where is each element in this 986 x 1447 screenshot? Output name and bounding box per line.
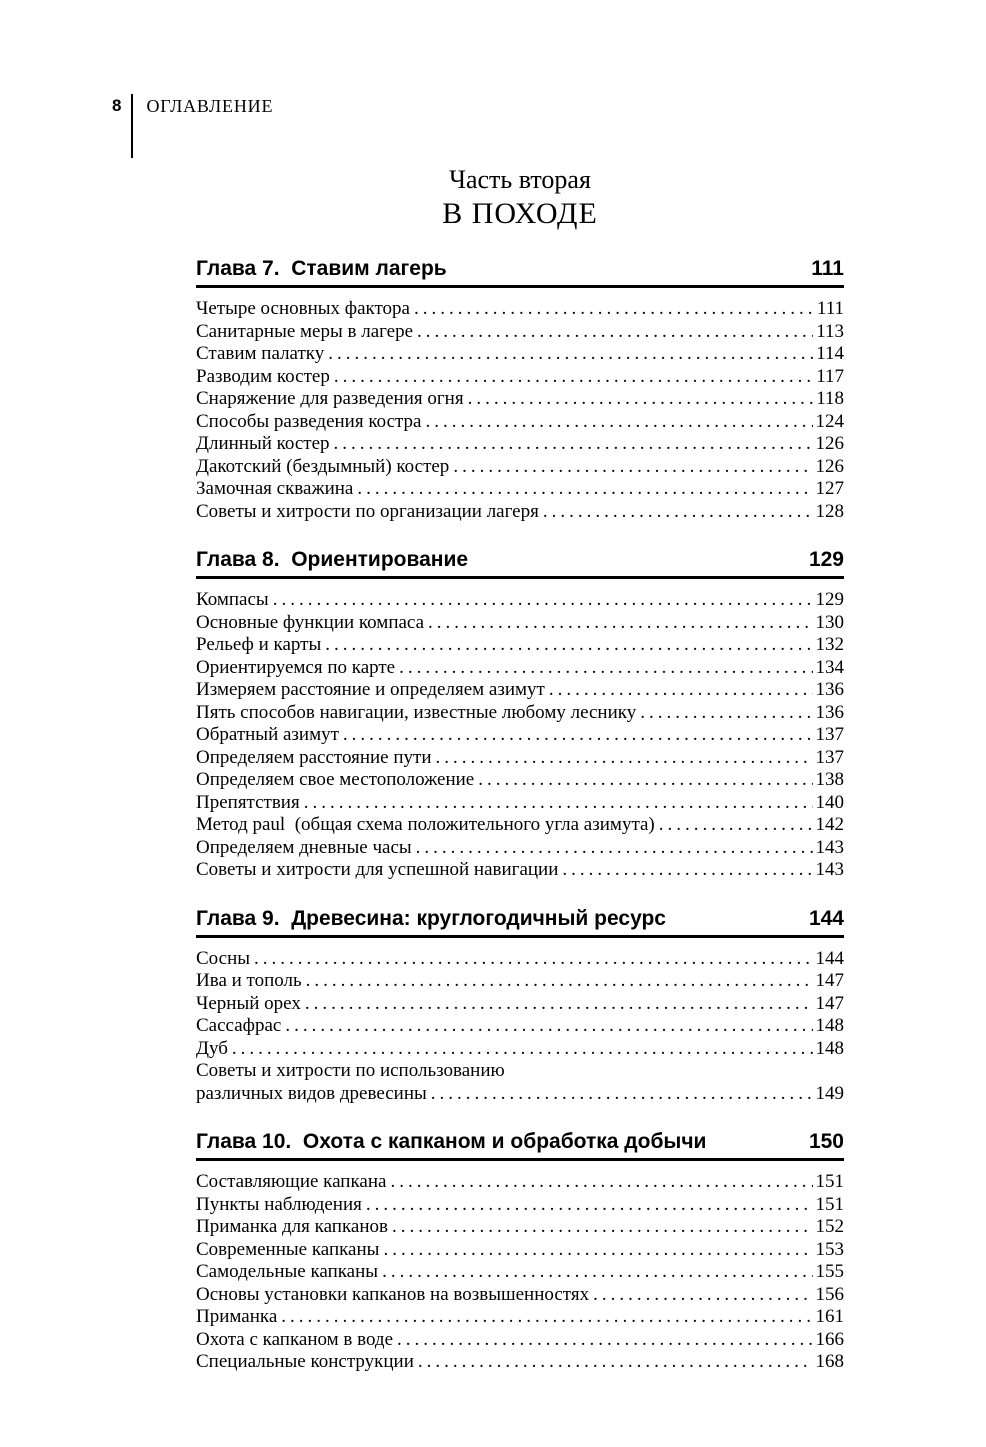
toc-entry [196,948,844,971]
toc-entry-page: 137 [815,724,844,745]
chapter-title: Глава 10. Охота с капканом и обработка добычи [196,1130,707,1153]
toc-entry-title: Дакотский (бездымный) костер [196,455,450,477]
toc-entry-page: 142 [815,814,844,835]
chapter-page: 111 [811,257,844,280]
toc-entry-page: 138 [815,769,844,790]
dot-leader [273,589,813,612]
toc-entry-title: Советы и хитрости для успешной навигации [196,859,559,880]
toc-entry-title: Санитарные меры в лагере [196,320,414,342]
dot-leader [453,456,812,479]
dot-leader [304,792,813,815]
toc-entry-page: 155 [815,1261,844,1282]
toc-entry-title: Приманка для капканов [196,1216,388,1237]
dot-leader [357,478,812,501]
dot-leader [390,1171,812,1194]
toc-entry [196,724,844,747]
toc-entry-title: Определяем свое местоположение [196,769,475,790]
dot-leader [397,1329,812,1352]
toc-entry [196,589,844,612]
toc-entry-page: 168 [815,1351,844,1372]
toc-entry [196,1261,844,1284]
dot-leader [254,948,812,971]
toc-entry-page: 136 [815,679,844,700]
toc-entry-page: 140 [815,791,844,813]
toc-entry-title: Измеряем расстояние и определяем азимут [196,679,545,700]
dot-leader [382,1261,812,1284]
toc-entry [196,1284,844,1307]
toc-entry-title: Специальные конструкции [196,1351,414,1372]
toc-entry-title: Способы разведения костра [196,410,422,432]
chapter-page: 144 [808,906,844,930]
dot-leader [562,859,812,882]
toc-entry [196,993,844,1016]
dot-leader [418,1351,813,1374]
toc-entry-page: 111 [816,298,844,319]
toc-entry-page: 143 [815,836,844,858]
dot-leader [328,343,813,366]
toc-entry [196,1306,844,1329]
toc-entry [196,388,844,411]
chapter-page: 129 [808,548,844,571]
toc-entry [196,970,844,993]
toc-entry [196,792,844,815]
toc-chapters [196,256,844,1374]
toc-entry [196,1239,844,1262]
toc-entry [196,433,844,456]
dot-leader [414,298,814,321]
toc-entry-title: Приманка [196,1306,278,1327]
chapter-heading [196,256,844,288]
dot-leader [593,1284,812,1307]
toc-entry-title: Длинный костер [196,433,330,454]
toc-entry-title: Основы установки капканов на возвышенностях [196,1283,590,1305]
toc-entry-page: 144 [815,947,844,969]
chapter-entries [196,1171,844,1374]
running-head-title: ОГЛАВЛЕНИЕ [146,96,274,116]
toc-entry [196,501,844,524]
toc-entry-page: 148 [815,1015,844,1036]
toc-entry-page: 137 [815,746,844,768]
dot-leader [399,657,812,680]
dot-leader [549,679,813,702]
toc-entry [196,1351,844,1374]
toc-entry [196,837,844,860]
toc-entry [196,343,844,366]
toc-entry-title: Замочная скважина [196,478,354,499]
toc-entry-title: Самодельные капканы [196,1261,379,1282]
toc-entry [196,456,844,479]
dot-leader [366,1194,813,1217]
toc-entry-title: Ива и тополь [196,970,302,991]
toc-entry-title: Снаряжение для разведения огня [196,388,464,409]
dot-leader [417,321,813,344]
toc-entry [196,298,844,321]
toc-entry [196,814,844,837]
dot-leader [416,837,813,860]
toc-entry [196,411,844,434]
toc-entry [196,657,844,680]
toc-entry-page: 147 [815,992,844,1014]
toc-entry-page: 149 [815,1082,844,1104]
toc-entry-title: Составляющие капкана [196,1171,387,1192]
toc-entry-title: различных видов древесины [196,1082,427,1104]
dot-leader [431,1083,813,1106]
toc-content [196,164,844,1374]
toc-entry-title: Пять способов навигации, известные любому леснику [196,701,637,723]
chapter-heading [196,1129,844,1161]
toc-entry-page: 166 [815,1328,844,1350]
chapter-entries [196,589,844,882]
toc-entry-page: 143 [815,859,844,880]
toc-entry-page: 126 [815,455,844,477]
dot-leader [392,1216,813,1239]
toc-entry-page: 153 [815,1238,844,1260]
dot-leader [543,501,813,524]
toc-entry [196,1015,844,1038]
dot-leader [468,388,814,411]
running-head [112,94,273,158]
toc-entry-title: Пункты наблюдения [196,1193,362,1215]
toc-entry-title: Определяем дневные часы [196,836,412,858]
dot-leader [285,1015,812,1038]
toc-entry-title: Черный орех [196,992,301,1014]
toc-entry [196,769,844,792]
toc-entry-page: 126 [815,433,844,454]
toc-entry [196,1060,844,1083]
folio-page-number: 8 [112,96,122,115]
toc-chapter [196,906,844,1106]
toc-entry-title: Разводим костер [196,365,330,387]
toc-entry [196,747,844,770]
toc-entry-title: Определяем расстояние пути [196,746,432,768]
dot-leader [478,769,812,792]
toc-entry [196,1171,844,1194]
toc-entry-title: Рельеф и карты [196,634,322,655]
toc-entry-title: Сассафрас [196,1015,282,1036]
toc-entry-title: Советы и хитрости по организации лагеря [196,500,539,522]
chapter-page: 150 [808,1130,844,1153]
dot-leader [306,970,813,993]
chapter-title: Глава 8. Ориентирование [196,548,469,571]
toc-chapter [196,1129,844,1374]
chapter-heading [196,547,844,579]
toc-entry-page: 129 [815,589,844,610]
toc-entry-title: Охота с капканом в воде [196,1328,394,1350]
toc-entry-page: 114 [816,343,844,364]
toc-entry-page: 128 [815,500,844,522]
dot-leader [325,634,812,657]
toc-chapter [196,256,844,523]
toc-entry-title: Основные функции компаса [196,611,425,633]
dot-leader [334,433,813,456]
toc-entry-page: 148 [815,1037,844,1059]
toc-entry [196,478,844,501]
toc-entry-page: 124 [815,410,844,432]
toc-entry-page: 147 [815,970,844,991]
toc-entry [196,859,844,882]
toc-entry-page: 151 [815,1193,844,1215]
dot-leader [232,1038,813,1061]
toc-entry [196,321,844,344]
chapter-entries [196,298,844,523]
chapter-entries [196,948,844,1106]
dot-leader [305,993,813,1016]
toc-entry-page: 118 [816,388,844,409]
dot-leader [436,747,813,770]
toc-entry [196,1329,844,1352]
toc-entry [196,1038,844,1061]
toc-entry [196,1194,844,1217]
toc-entry-page: 134 [815,656,844,678]
part-title-line2: В ПОХОДЕ [442,197,598,230]
dot-leader [428,612,812,635]
part-title-line1: Часть вторая [449,165,591,194]
toc-entry-page: 130 [815,611,844,633]
toc-entry-page: 152 [815,1216,844,1237]
dot-leader [281,1306,812,1329]
chapter-heading [196,906,844,938]
toc-entry-page: 136 [815,701,844,723]
toc-entry-title: Компасы [196,589,269,610]
toc-entry-title: Сосны [196,947,251,969]
toc-entry-page: 113 [816,320,844,342]
toc-entry [196,679,844,702]
toc-entry-page: 161 [815,1306,844,1327]
toc-entry [196,366,844,389]
toc-entry-title: Советы и хитрости по использованию [196,1060,505,1081]
toc-entry-page: 117 [816,365,844,387]
dot-leader [640,702,812,725]
chapter-title: Глава 7. Ставим лагерь [196,257,447,280]
toc-entry-page: 132 [815,634,844,655]
dot-leader [659,814,813,837]
part-title [196,164,844,232]
toc-entry-page: 151 [815,1171,844,1192]
toc-entry-title: Ставим палатку [196,343,325,364]
toc-chapter [196,547,844,882]
toc-entry [196,1083,844,1106]
toc-entry-page: 127 [815,478,844,499]
dot-leader [334,366,813,389]
toc-entry-page: 156 [815,1283,844,1305]
toc-entry-title: Обратный азимут [196,724,339,745]
toc-entry-title: Метод paul (общая схема положительного угла азимута) [196,814,655,835]
toc-entry-title: Современные капканы [196,1238,380,1260]
toc-entry-title: Препятствия [196,791,300,813]
toc-entry-title: Четыре основных фактора [196,298,410,319]
toc-entry [196,702,844,725]
dot-leader [343,724,813,747]
toc-entry [196,612,844,635]
dot-leader [383,1239,812,1262]
chapter-title: Глава 9. Древесина: круглогодичный ресурс [196,906,666,930]
toc-entry [196,1216,844,1239]
toc-entry-title: Ориентируемся по карте [196,656,396,678]
toc-entry-title: Дуб [196,1037,228,1059]
toc-entry [196,634,844,657]
header-divider [131,94,133,158]
dot-leader [425,411,812,434]
